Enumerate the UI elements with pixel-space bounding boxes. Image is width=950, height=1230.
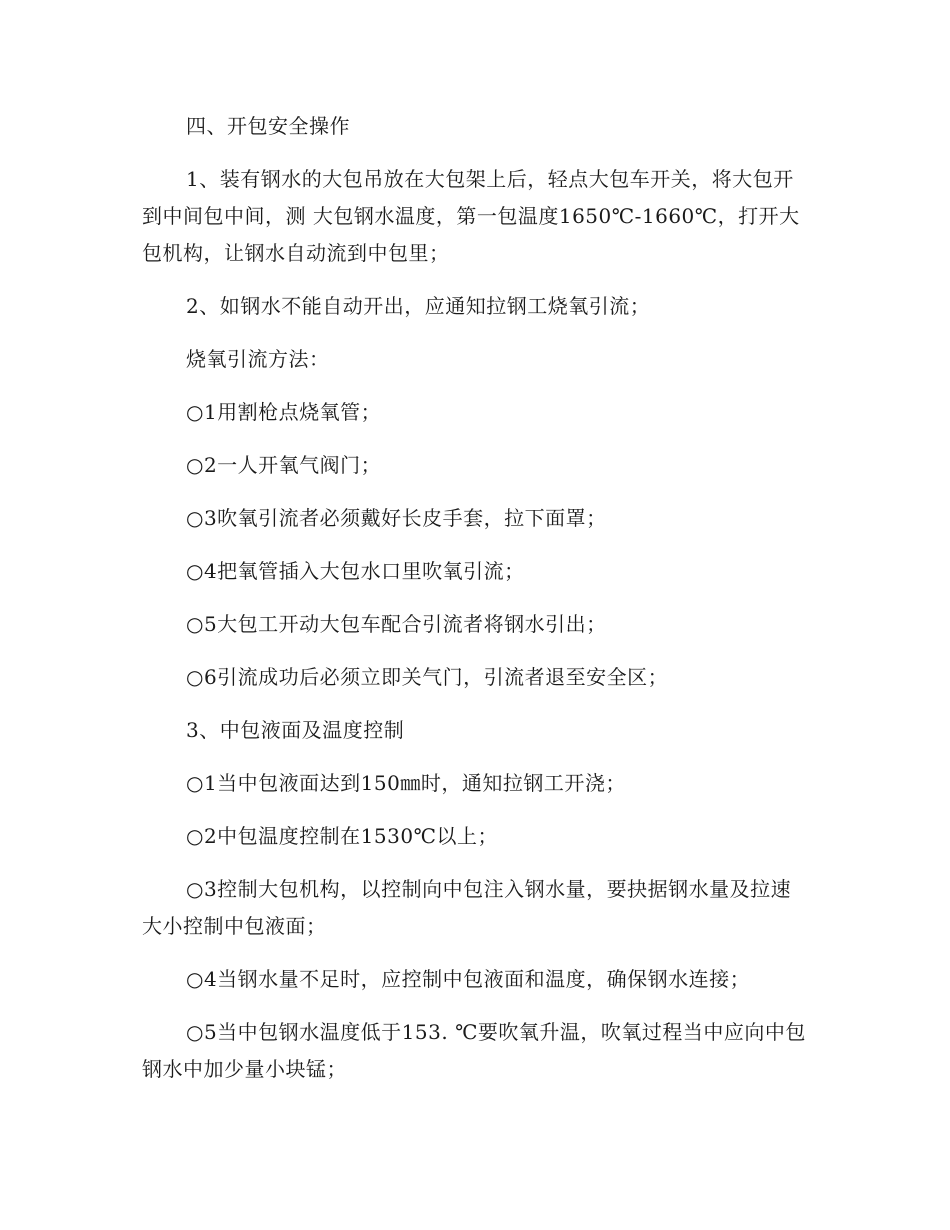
list-item: ○3控制大包机构，以控制向中包注入钢水量，要抉据钢水量及拉速大小控制中包液面； — [142, 877, 792, 938]
list-item: ○2一人开氧气阀门； — [186, 453, 382, 477]
list-item: ○1当中包液面达到150㎜时，通知拉钢工开浇； — [186, 771, 626, 795]
section-heading: 四、开包安全操作 — [186, 114, 350, 138]
subheading: 烧氧引流方法： — [186, 347, 330, 371]
list-item: ○1用割枪点烧氧管； — [186, 400, 382, 424]
paragraph: 2、如钢水不能自动开出，应通知拉钢工烧氧引流； — [186, 294, 651, 318]
paragraph: 3、中包液面及温度控制 — [186, 718, 405, 742]
list-item: ○2中包温度控制在1530℃以上； — [186, 824, 498, 848]
list-item: ○4把氧管插入大包水口里吹氧引流； — [186, 559, 525, 583]
list-item: ○4当钢水量不足时，应控制中包液面和温度，确保钢水连接； — [186, 967, 751, 991]
list-item: ○5当中包钢水温度低于153. ℃要吹氧升温，吹氧过程当中应向中包钢水中加少量小块锰； — [142, 1020, 806, 1081]
list-item: ○3吹氧引流者必须戴好长皮手套，拉下面罩； — [186, 506, 607, 530]
list-item: ○5大包工开动大包车配合引流者将钢水引出； — [186, 612, 607, 636]
paragraph: 1、装有钢水的大包吊放在大包架上后，轻点大包车开关，将大包开到中间包中间，测 大包钢水温度，第一包温度1650℃-1660℃，打开大包机构，让钢水自动流到中包里； — [142, 167, 800, 265]
document-body — [142, 108, 810, 1104]
list-item: ○6引流成功后必须立即关气门，引流者退至安全区； — [186, 665, 669, 689]
